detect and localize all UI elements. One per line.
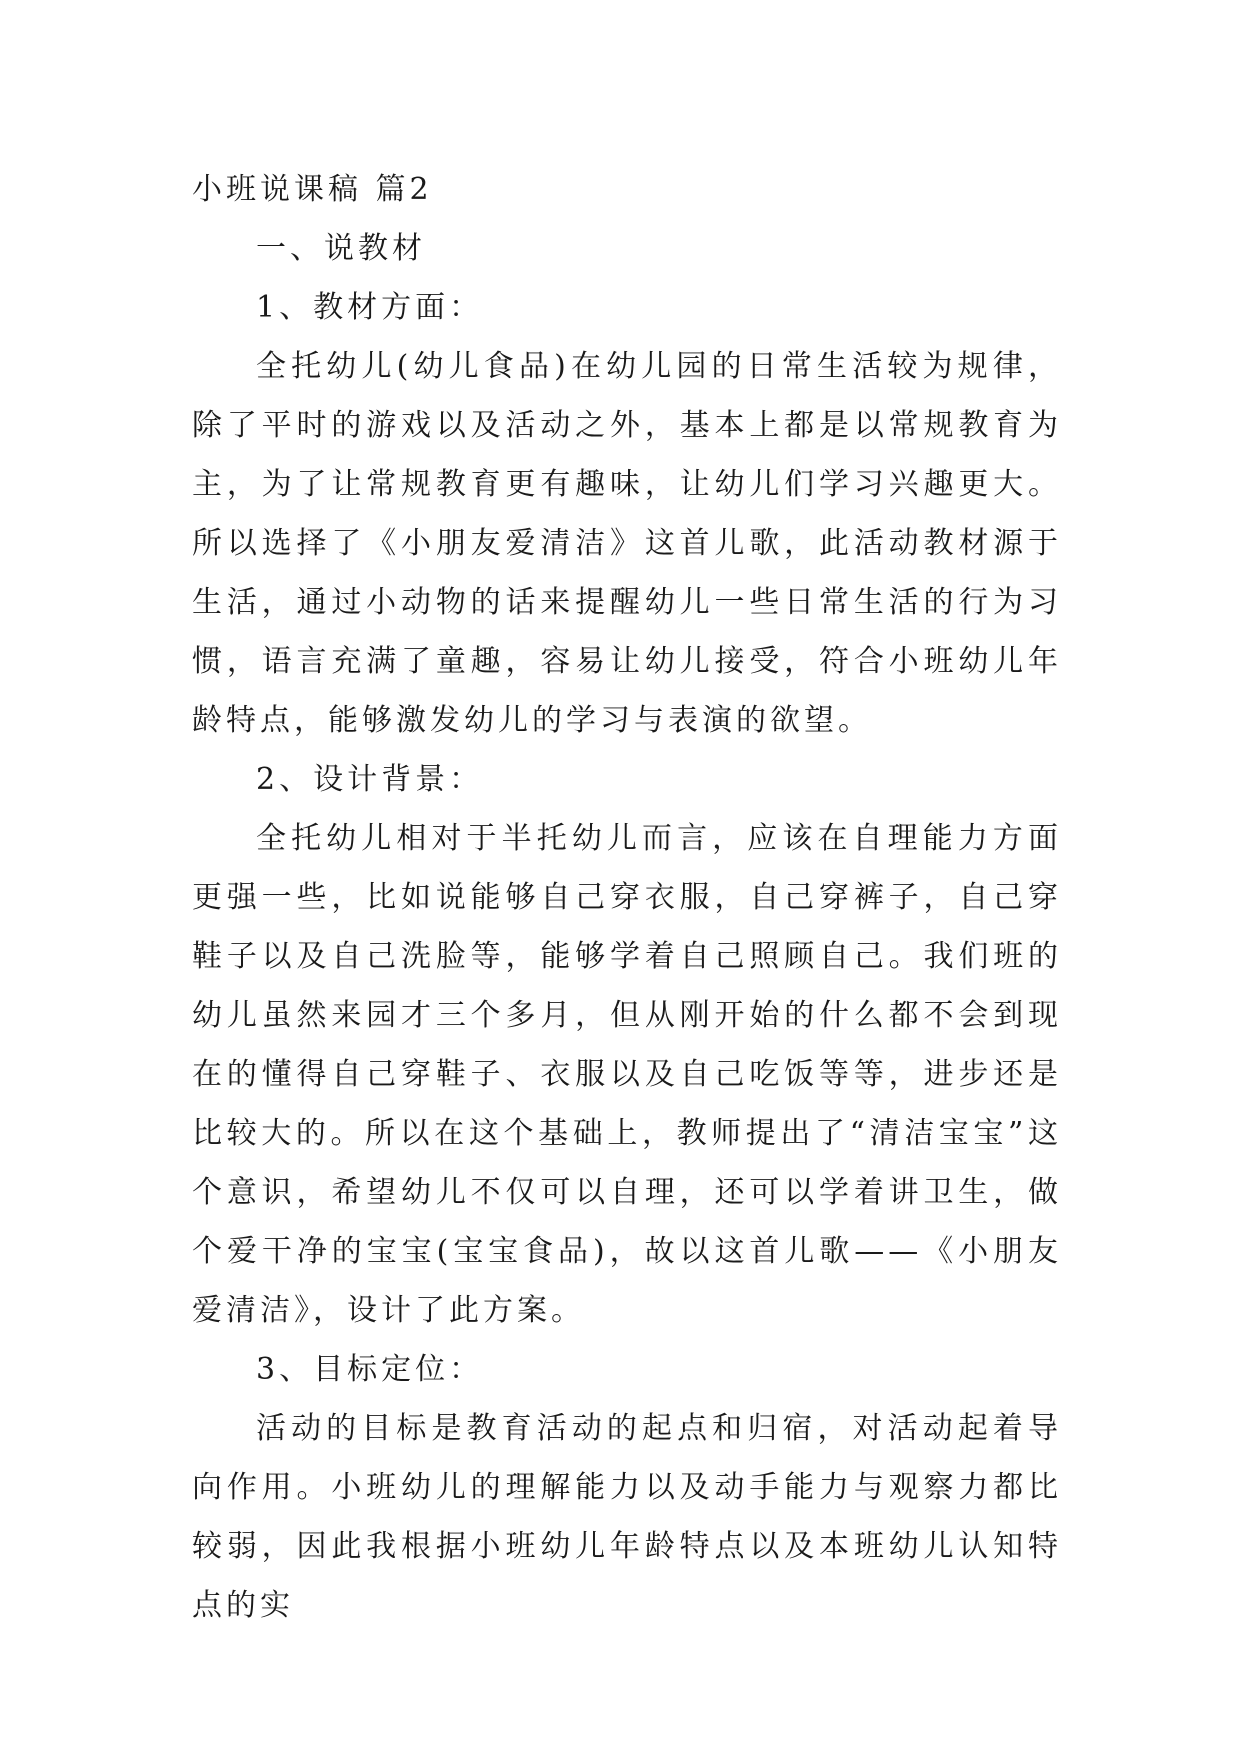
subheading-goal-positioning: 3、目标定位： xyxy=(256,1352,484,1387)
document-body xyxy=(192,160,1062,1635)
document-title: 小班说课稿 篇2 xyxy=(192,172,433,207)
subheading-textbook-aspect: 1、教材方面： xyxy=(256,290,484,325)
paragraph-goal-positioning: 活动的目标是教育活动的起点和归宿，对活动起着导向作用。小班幼儿的理解能力以及动手能力与观察力都比较弱，因此我根据小班幼儿年龄特点以及本班幼儿认知特点的实 xyxy=(192,1411,1062,1623)
paragraph-textbook-aspect: 全托幼儿(幼儿食品)在幼儿园的日常生活较为规律，除了平时的游戏以及活动之外，基本上都是以常规教育为主，为了让常规教育更有趣味，让幼儿们学习兴趣更大。所以选择了《小朋友爱清洁》这首儿歌，此活动教材源于生活，通过小动物的话来提醒幼儿一些日常生活的行为习惯，语言充满了童趣，容易让幼儿接受，符合小班幼儿年龄特点，能够激发幼儿的学习与表演的欲望。 xyxy=(192,349,1062,738)
paragraph-design-background: 全托幼儿相对于半托幼儿而言，应该在自理能力方面更强一些，比如说能够自己穿衣服，自己穿裤子，自己穿鞋子以及自己洗脸等，能够学着自己照顾自己。我们班的幼儿虽然来园才三个多月，但从刚开始的什么都不会到现在的懂得自己穿鞋子、衣服以及自己吃饭等等，进步还是比较大的。所以在这个基础上，教师提出了“清洁宝宝”这个意识，希望幼儿不仅可以自理，还可以学着讲卫生，做个爱干净的宝宝(宝宝食品)，故以这首儿歌——《小朋友爱清洁》，设计了此方案。 xyxy=(192,821,1062,1328)
section-heading-textbook: 一、说教材 xyxy=(256,231,426,266)
subheading-design-background: 2、设计背景： xyxy=(256,762,484,797)
